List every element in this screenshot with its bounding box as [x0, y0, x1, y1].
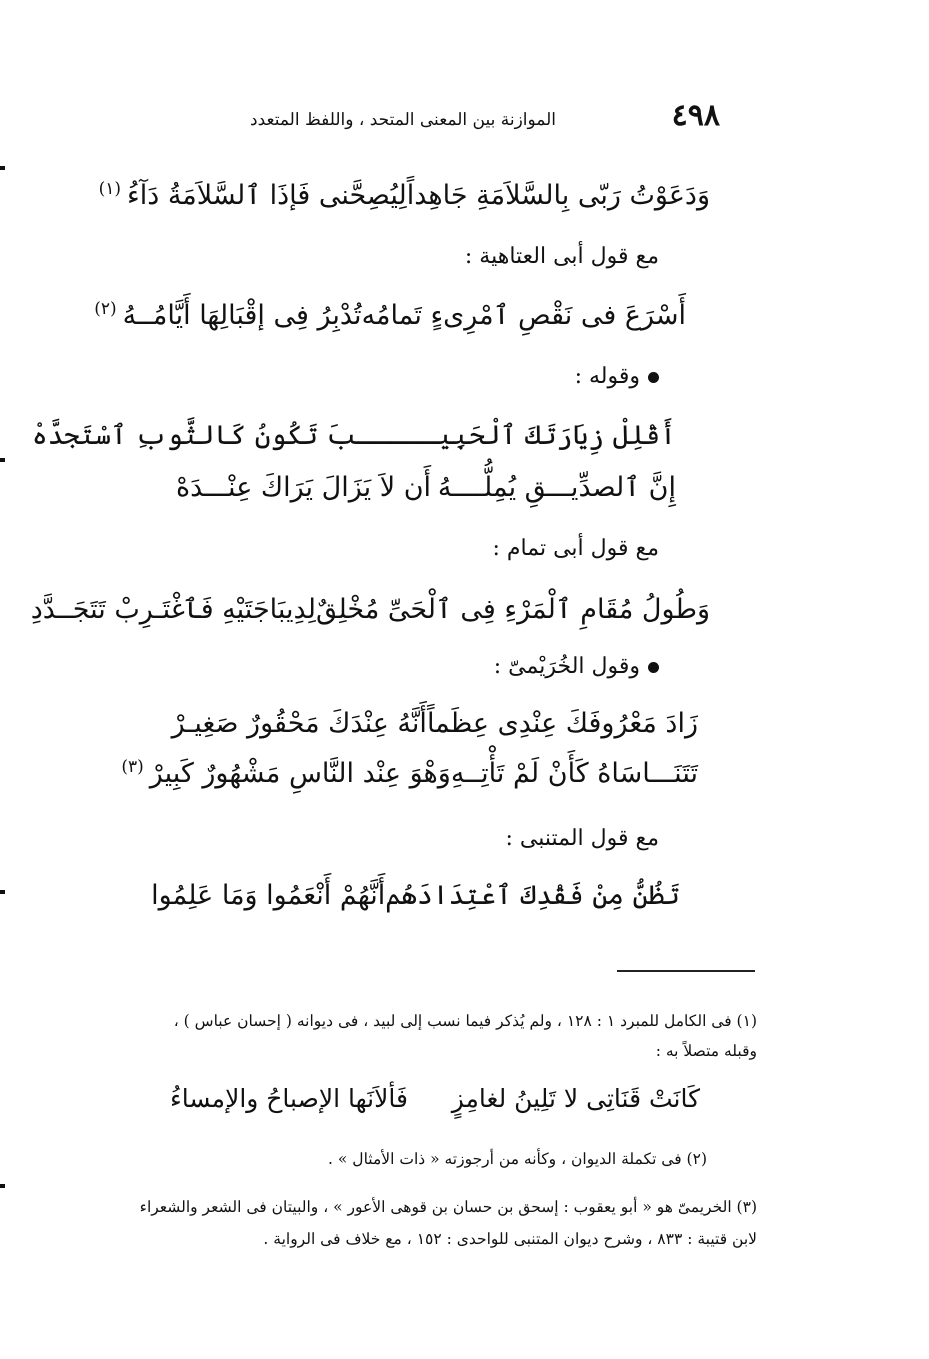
- verse-hemistich-second: أَنَّهُمْ أَنْعَمُوا وَمَا عَلِمُوا: [151, 880, 386, 911]
- intro-text: وقول الخُرَيْمىّ :: [493, 654, 640, 679]
- verse-hemistich-first: أَسْرَعَ فى نَقْصِ ٱمْرِىءٍ تَمامُه: [361, 300, 686, 331]
- footnote-ref: (٣): [121, 757, 144, 777]
- running-title: الموازنة بين المعنى المتحد ، واللفظ المتعدد: [250, 110, 557, 130]
- footnote-1-line-2: وقبله متصلاً به :: [655, 1042, 757, 1060]
- verse-hemistich-second: أَن لاَ يَزَالَ يَرَاكَ عِنْـــدَهْ: [176, 472, 432, 503]
- verse-hemistich-second: [121, 758, 451, 789]
- verse-hemistich-first: زَادَ مَعْرُوفَكَ عِنْدِى عِظَماً: [426, 708, 698, 739]
- footnote-ref: (٢): [94, 299, 117, 319]
- footnote-3-line-2: لابن قتيبة : ٨٣٣ ، وشرح ديوان المتنبى للواحدى : ١٥٢ ، مع خلاف فى الرواية .: [263, 1230, 757, 1248]
- page-header: [250, 98, 720, 138]
- section-intro: [494, 654, 659, 679]
- verse-hemistich-first: وَدَعَوْتُ رَبّى بِالسَّلاَمَةِ جَاهِداً: [406, 180, 710, 211]
- verse-hemistich-second: لِدِيبَاجَتَيْهِ فَٱغْتَـرِبْ تَتَجَــدَّدِ: [30, 594, 316, 625]
- verse-line: [171, 708, 698, 739]
- scan-edge-mark: [0, 458, 5, 462]
- verse-text: لِيُصِحَّنى فَإذَا ٱلسَّلاَمَةُ دَآءُ: [127, 180, 407, 211]
- scan-edge-mark: [0, 890, 5, 894]
- verse-hemistich-second: ـبَ تَكُونُ كَالثَّوبِ ٱسْتَجدَّهْ: [31, 420, 375, 451]
- page-number: ٤٩٨: [671, 98, 720, 133]
- verse-line: [94, 299, 686, 331]
- verse-line: [121, 757, 698, 789]
- verse-text: تُدْبِرُ فِى إقْبَالِهَا أَيَّامُــهُ: [122, 300, 362, 331]
- section-intro: مع قول أبى العتاهية :: [464, 244, 659, 269]
- verse-hemistich-first: أَقْلِلْ زِيَارَتَكَ ٱلْحَبِيــــ: [374, 420, 676, 451]
- footnote-2: (٢) فى تكملة الديوان ، وكأنه من أرجوزته « ذات الأمثال » .: [328, 1150, 707, 1168]
- verse-hemistich-first: وَطُولُ مُقَامِ ٱلْمَرْءِ فِى ٱلْحَىِّ مُخْلِقٌ: [315, 594, 710, 625]
- footnote-divider: [617, 970, 755, 972]
- verse-hemistich-first: كَانَتْ قَنَاتِى لا تَلِينُ لغامِزٍ: [451, 1084, 700, 1113]
- verse-line: [98, 179, 710, 211]
- footnote-1-line-1: (١) فى الكامل للمبرد ١ : ١٢٨ ، ولم يُذكر فيما نسب إلى لبيد ، فى ديوانه ( إحسان عباس ) ،: [173, 1012, 757, 1030]
- verse-text: وَهْوَ عِنْد النَّاسِ مَشْهُورٌ كَبِيرْ: [149, 758, 451, 789]
- verse-line: [176, 472, 676, 503]
- verse-hemistich-second: [99, 180, 407, 211]
- section-intro: مع قول أبى تمام :: [492, 536, 659, 561]
- verse-line: [30, 594, 710, 625]
- bullet-icon: [648, 372, 659, 383]
- scan-edge-mark: [0, 166, 5, 170]
- verse-hemistich-first: إِنَّ ٱلصدِّيـــقِ يُمِلُّــــهُ: [437, 472, 676, 503]
- verse-hemistich-second: أَنَّهُ عِنْدَكَ مَحْقُورٌ صَغِيـرْ: [171, 708, 427, 739]
- footnote-3-line-1: (٣) الخريمىّ هو « أبو يعقوب : إسحق بن حسان بن قوهى الأعور » ، والبيتان فى الشعر والشعراء: [139, 1198, 757, 1216]
- section-intro: مع قول المتنبى :: [505, 826, 659, 851]
- verse-hemistich-first: تَظُنُّ مِنْ فَقْدِكَ ٱعْتِدَادَهُم: [385, 880, 680, 911]
- footnote-verse: [170, 1084, 700, 1113]
- verse-hemistich-first: تَتَنَـــاسَاهُ كَأَنْ لَمْ تَأْتِــهِ: [450, 758, 698, 789]
- verse-line: [151, 880, 680, 911]
- verse-hemistich-second: [94, 300, 361, 331]
- bullet-icon: [648, 662, 659, 673]
- intro-text: وقوله :: [574, 364, 640, 389]
- scan-edge-mark: [0, 1184, 5, 1188]
- verse-line: [31, 420, 676, 451]
- footnote-ref: (١): [98, 179, 122, 199]
- section-intro: [575, 364, 659, 389]
- verse-hemistich-second: فَألاَنَها الإصباحُ والإمساءُ: [170, 1084, 408, 1113]
